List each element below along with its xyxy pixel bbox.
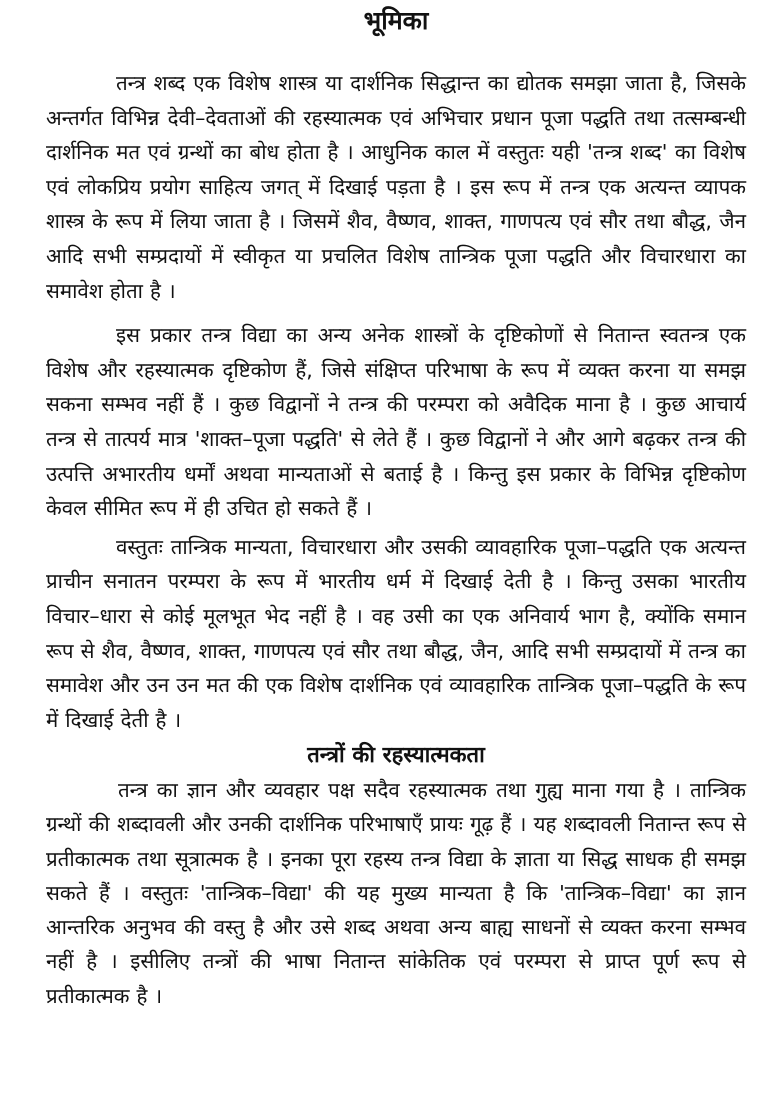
paragraph-4: तन्त्र का ज्ञान और व्यवहार पक्ष सदैव रहस्यात्मक तथा गुह्य माना गया है । तान्त्रिक ग्रन्थों की शब्दावली और उनकी दार्शनिक परिभाषाएँ प्रायः गूढ़ हैं । यह शब्दावली नितान्त रूप से प्रतीकात्मक तथा सूत्रात्मक है । इनका पूरा रहस्य तन्त्र विद्या के ज्ञाता या सिद्ध साधक ही समझ सकते हैं । वस्तुतः 'तान्त्रिक–विद्या' की यह मुख्य मान्यता है कि 'तान्त्रिक–विद्या' का ज्ञान आन्तरिक अनुभव की वस्तु है और उसे शब्द अथवा अन्य बाह्य साधनों से व्यक्त करना सम्भव नहीं है । इसीलिए तन्त्रों की भाषा नितान्त सांकेतिक एवं परम्परा से प्राप्त पूर्ण रूप से प्रतीकात्मक है । [46, 778, 746, 1008]
page-title: भूमिका [363, 6, 429, 35]
paragraph-3: वस्तुतः तान्त्रिक मान्यता, विचारधारा और उसकी व्यावहारिक पूजा–पद्धति एक अत्यन्त प्राचीन सनातन परम्परा के रूप में भारतीय धर्म में दिखाई देती है । किन्तु उसका भारतीय विचार–धारा से कोई मूलभूत भेद नहीं है । वह उसी का एक अनिवार्य भाग है, क्योंकि समान रूप से शैव, वैष्णव, शाक्त, गाणपत्य एवं सौर तथा बौद्ध, जैन, आदि सभी सम्प्रदायों में तन्त्र का समावेश और उन उन मत की एक विशेष दार्शनिक एवं व्यावहारिक तान्त्रिक पूजा–पद्धति के रूप में दिखाई देती है । [46, 534, 746, 732]
section-subheading: तन्त्रों की रहस्यात्मकता [307, 743, 485, 769]
paragraph-2: इस प्रकार तन्त्र विद्या का अन्य अनेक शास्त्रों के दृष्टिकोणों से नितान्त स्वतन्त्र एक विशेष और रहस्यात्मक दृष्टिकोण हैं, जिसे संक्षिप्त परिभाषा के रूप में व्यक्त करना या समझ सकना सम्भव नहीं हैं । कुछ विद्वानों ने तन्त्र की परम्परा को अवैदिक माना है । कुछ आचार्य तन्त्र से तात्पर्य मात्र 'शाक्त–पूजा पद्धति' से लेते हैं । कुछ विद्वानों ने और आगे बढ़कर तन्त्र की उत्पत्ति अभारतीय धर्मों अथवा मान्यताओं से बताई है । किन्तु इस प्रकार के विभिन्न दृष्टिकोण केवल सीमित रूप में ही उचित हो सकते हैं । [46, 323, 746, 521]
paragraph-1: तन्त्र शब्द एक विशेष शास्त्र या दार्शनिक सिद्धान्त का द्योतक समझा जाता है, जिसके अन्तर्गत विभिन्न देवी–देवताओं की रहस्यात्मक एवं अभिचार प्रधान पूजा पद्धति तथा तत्सम्बन्धी दार्शनिक मत एवं ग्रन्थों का बोध होता है । आधुनिक काल में वस्तुतः यही 'तन्त्र शब्द' का विशेष एवं लोकप्रिय प्रयोग साहित्य जगत् में दिखाई पड़ता है । इस रूप में तन्त्र एक अत्यन्त व्यापक शास्त्र के रूप में लिया जाता है । जिसमें शैव, वैष्णव, शाक्त, गाणपत्य एवं सौर तथा बौद्ध, जैन आदि सभी सम्प्रदायों में स्वीकृत या प्रचलित विशेष तान्त्रिक पूजा पद्धति और विचारधारा का समावेश होता है । [46, 71, 746, 303]
